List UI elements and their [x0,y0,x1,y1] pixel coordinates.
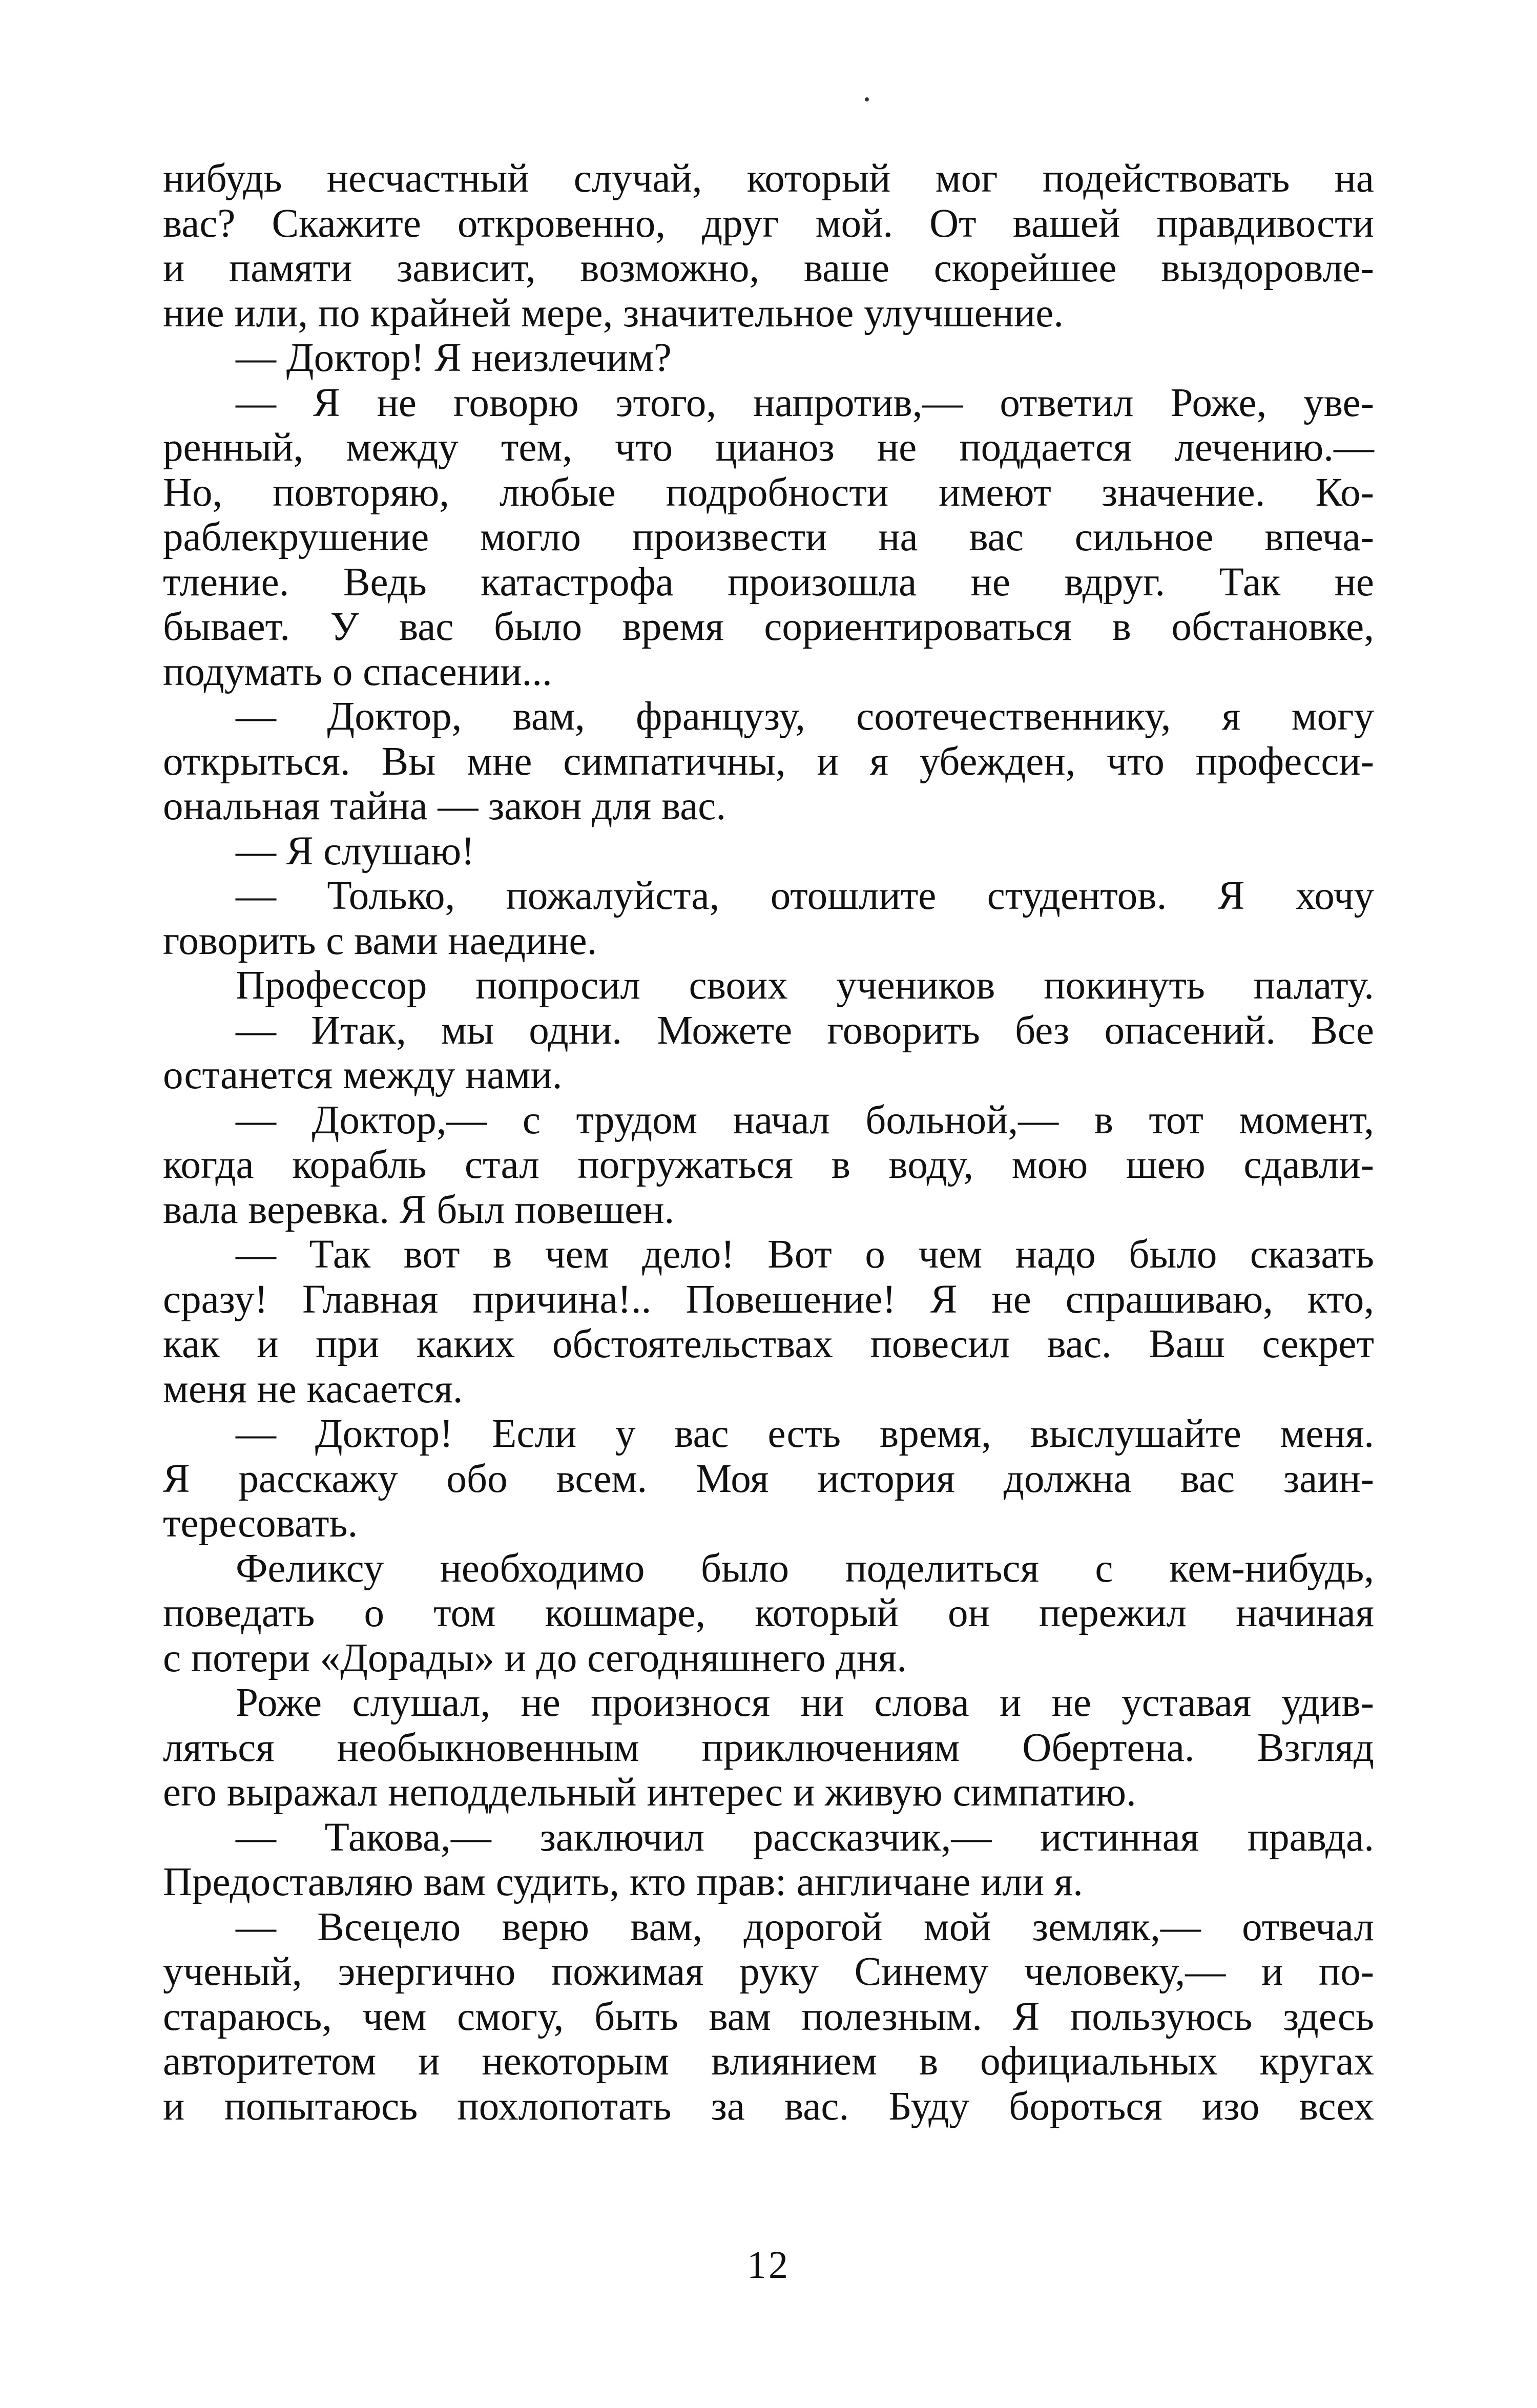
text-line: ученый, энергично пожимая руку Синему человеку,— и по- [163,1949,1374,1994]
text-line: Но, повторяю, любые подробности имеют значение. Ко- [163,470,1374,515]
text-line: Роже слушал, не произнося ни слова и не уставая удив- [236,1680,1374,1725]
text-line: — Так вот в чем дело! Вот о чем надо было сказать [236,1232,1374,1277]
text-line: Предоставляю вам судить, кто прав: англичане или я. [163,1860,1083,1904]
text-line: Я расскажу обо всем. Моя история должна вас заин- [163,1456,1374,1501]
text-line: открыться. Вы мне симпатичны, и я убежден, что професси- [163,739,1374,784]
text-line: нибудь несчастный случай, который мог подействовать на [163,156,1374,201]
text-line: Феликсу необходимо было поделиться с кем-нибудь, [236,1546,1374,1591]
text-line: Профессор попросил своих учеников покинуть палату. [236,963,1374,1008]
text-line: — Я не говорю этого, напротив,— ответил Роже, уве- [236,380,1374,425]
text-line: и памяти зависит, возможно, ваше скорейшее выздоровле- [163,246,1374,290]
text-line: бывает. У вас было время сориентироваться в обстановке, [163,605,1374,649]
text-line: — Такова,— заключил рассказчик,— истинная правда. [236,1815,1374,1860]
text-line: ренный, между тем, что цианоз не поддается лечению.— [163,425,1374,470]
text-line: останется между нами. [163,1053,563,1097]
text-line: — Только, пожалуйста, отошлите студентов. Я хочу [236,874,1374,918]
page-number: 12 [747,2244,790,2287]
text-line: раблекрушение могло произвести на вас сильное впеча- [163,515,1374,559]
text-line: — Доктор! Я неизлечим? [236,336,672,380]
text-line: — Доктор! Если у вас есть время, выслушайте меня. [236,1411,1374,1456]
text-line: его выражал неподдельный интерес и живую симпатию. [163,1770,1136,1815]
text-line: и попытаюсь похлопотать за вас. Буду бороться изо всех [163,2084,1374,2129]
body-text [163,156,1374,2129]
text-line: говорить с вами наедине. [163,918,597,963]
text-line: вас? Скажите откровенно, друг мой. От вашей правдивости [163,201,1374,246]
text-line: как и при каких обстоятельствах повесил вас. Ваш секрет [163,1322,1374,1366]
text-line: тление. Ведь катастрофа произошла не вдруг. Так не [163,559,1374,605]
text-line: — Я слушаю! [236,828,475,874]
text-line: поведать о том кошмаре, который он пережил начиная [163,1591,1374,1635]
text-line: стараюсь, чем смогу, быть вам полезным. Я пользуюсь здесь [163,1994,1374,2039]
text-line: — Доктор,— с трудом начал больной,— в тот момент, [236,1097,1374,1143]
text-line: подумать о спасении... [163,649,552,694]
text-line: когда корабль стал погружаться в воду, мою шею сдавли- [163,1143,1374,1187]
text-line: с потери «Дорады» и до сегодняшнего дня. [163,1635,907,1680]
text-line: сразу! Главная причина!.. Повешение! Я не спрашиваю, кто, [163,1277,1374,1322]
text-line: меня не касается. [163,1366,463,1411]
text-line: ональная тайна — закон для вас. [163,784,726,828]
text-line: вала веревка. Я был повешен. [163,1187,675,1232]
text-line: авторитетом и некоторым влиянием в официальных кругах [163,2039,1374,2084]
text-line: тересовать. [163,1501,358,1546]
text-line: — Всецело верю вам, дорогой мой земляк,— отвечал [236,1904,1374,1949]
text-line: — Итак, мы одни. Можете говорить без опасений. Все [236,1008,1374,1053]
text-line: ляться необыкновенным приключениям Обертена. Взгляд [163,1725,1374,1770]
text-line: ние или, по крайней мере, значительное улучшение. [163,290,1064,336]
printer-dot-mark [865,97,869,101]
text-line: — Доктор, вам, французу, соотечественнику, я могу [236,694,1374,739]
